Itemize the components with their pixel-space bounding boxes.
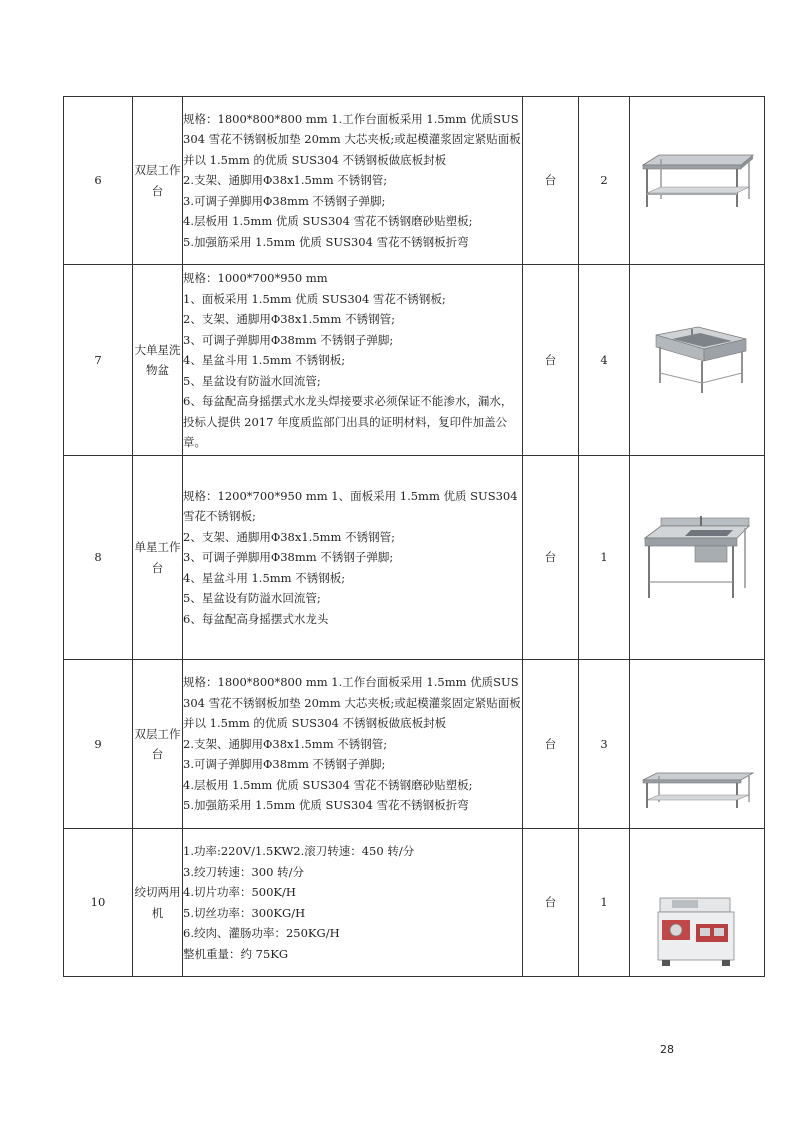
item-quantity: 1 [579,829,630,977]
item-unit: 台 [523,660,579,829]
item-quantity: 3 [579,660,630,829]
row-number: 9 [64,660,133,829]
item-spec: 规格：1000*700*950 mm 1、面板采用 1.5mm 优质 SUS304 雪花不锈钢板; 2、支架、通脚用Φ38x1.5mm 不锈钢管; 3、可调子弹脚用Φ38mm 不锈钢子弹脚; 4、星盆斗用 1.5mm 不锈钢板; 5、星盆设有防溢水回流管; 6、每盆配高身摇摆式水龙头焊接要求必须保证不能渗水，漏水，投标人提供 2017 年度质监部门出具的证明材料，复印件加盖公章。 [183,265,523,456]
item-name: 双层工作台 [133,97,183,265]
row-number: 8 [64,456,133,660]
table-row [64,829,765,977]
row-number: 7 [64,265,133,456]
table-row [64,660,765,829]
item-unit: 台 [523,829,579,977]
sink-worktable-photo [630,456,765,660]
item-quantity: 2 [579,97,630,265]
item-name: 大单星洗物盆 [133,265,183,456]
item-quantity: 4 [579,265,630,456]
item-unit: 台 [523,456,579,660]
table-row [64,265,765,456]
table-row [64,456,765,660]
item-spec: 规格：1800*800*800 mm 1.工作台面板采用 1.5mm 优质SUS304 雪花不锈钢板加垫 20mm 大芯夹板;或起模灌浆固定紧贴面板并以 1.5mm 的优质 SUS304 不锈钢板做底板封板 2.支架、通脚用Φ38x1.5mm 不锈钢管; 3.可调子弹脚用Φ38mm 不锈钢子弹脚; 4.层板用 1.5mm 优质 SUS304 雪花不锈钢磨砂贴塑板; 5.加强筋采用 1.5mm 优质 SUS304 雪花不锈钢板折弯 [183,660,523,829]
row-number: 10 [64,829,133,977]
item-spec: 1.功率:220V/1.5KW2.滚刀转速：450 转/分 3.绞刀转速：300 转/分 4.切片功率：500K/H 5.切丝功率：300KG/H 6.绞肉、灌肠功率：250KG/H 整机重量：约 75KG [183,829,523,977]
row-number: 6 [64,97,133,265]
single-sink-photo [630,265,765,456]
table-row [64,97,765,265]
item-name: 双层工作台 [133,660,183,829]
item-quantity: 1 [579,456,630,660]
item-spec: 规格：1200*700*950 mm 1、面板采用 1.5mm 优质 SUS304 雪花不锈钢板; 2、支架、通脚用Φ38x1.5mm 不锈钢管; 3、可调子弹脚用Φ38mm 不锈钢子弹脚; 4、星盆斗用 1.5mm 不锈钢板; 5、星盆设有防溢水回流管; 6、每盆配高身摇摆式水龙头 [183,456,523,660]
item-unit: 台 [523,97,579,265]
double-layer-worktable-photo [630,97,765,265]
item-unit: 台 [523,265,579,456]
equipment-spec-table [63,96,765,977]
double-layer-worktable-photo [630,660,765,829]
meat-cutting-machine-photo [630,829,765,977]
item-name: 单星工作台 [133,456,183,660]
item-name: 绞切两用机 [133,829,183,977]
page-number: 28 [660,1043,674,1056]
item-spec: 规格：1800*800*800 mm 1.工作台面板采用 1.5mm 优质SUS304 雪花不锈钢板加垫 20mm 大芯夹板;或起模灌浆固定紧贴面板并以 1.5mm 的优质 SUS304 不锈钢板做底板封板 2.支架、通脚用Φ38x1.5mm 不锈钢管; 3.可调子弹脚用Φ38mm 不锈钢子弹脚; 4.层板用 1.5mm 优质 SUS304 雪花不锈钢磨砂贴塑板; 5.加强筋采用 1.5mm 优质 SUS304 雪花不锈钢板折弯 [183,97,523,265]
